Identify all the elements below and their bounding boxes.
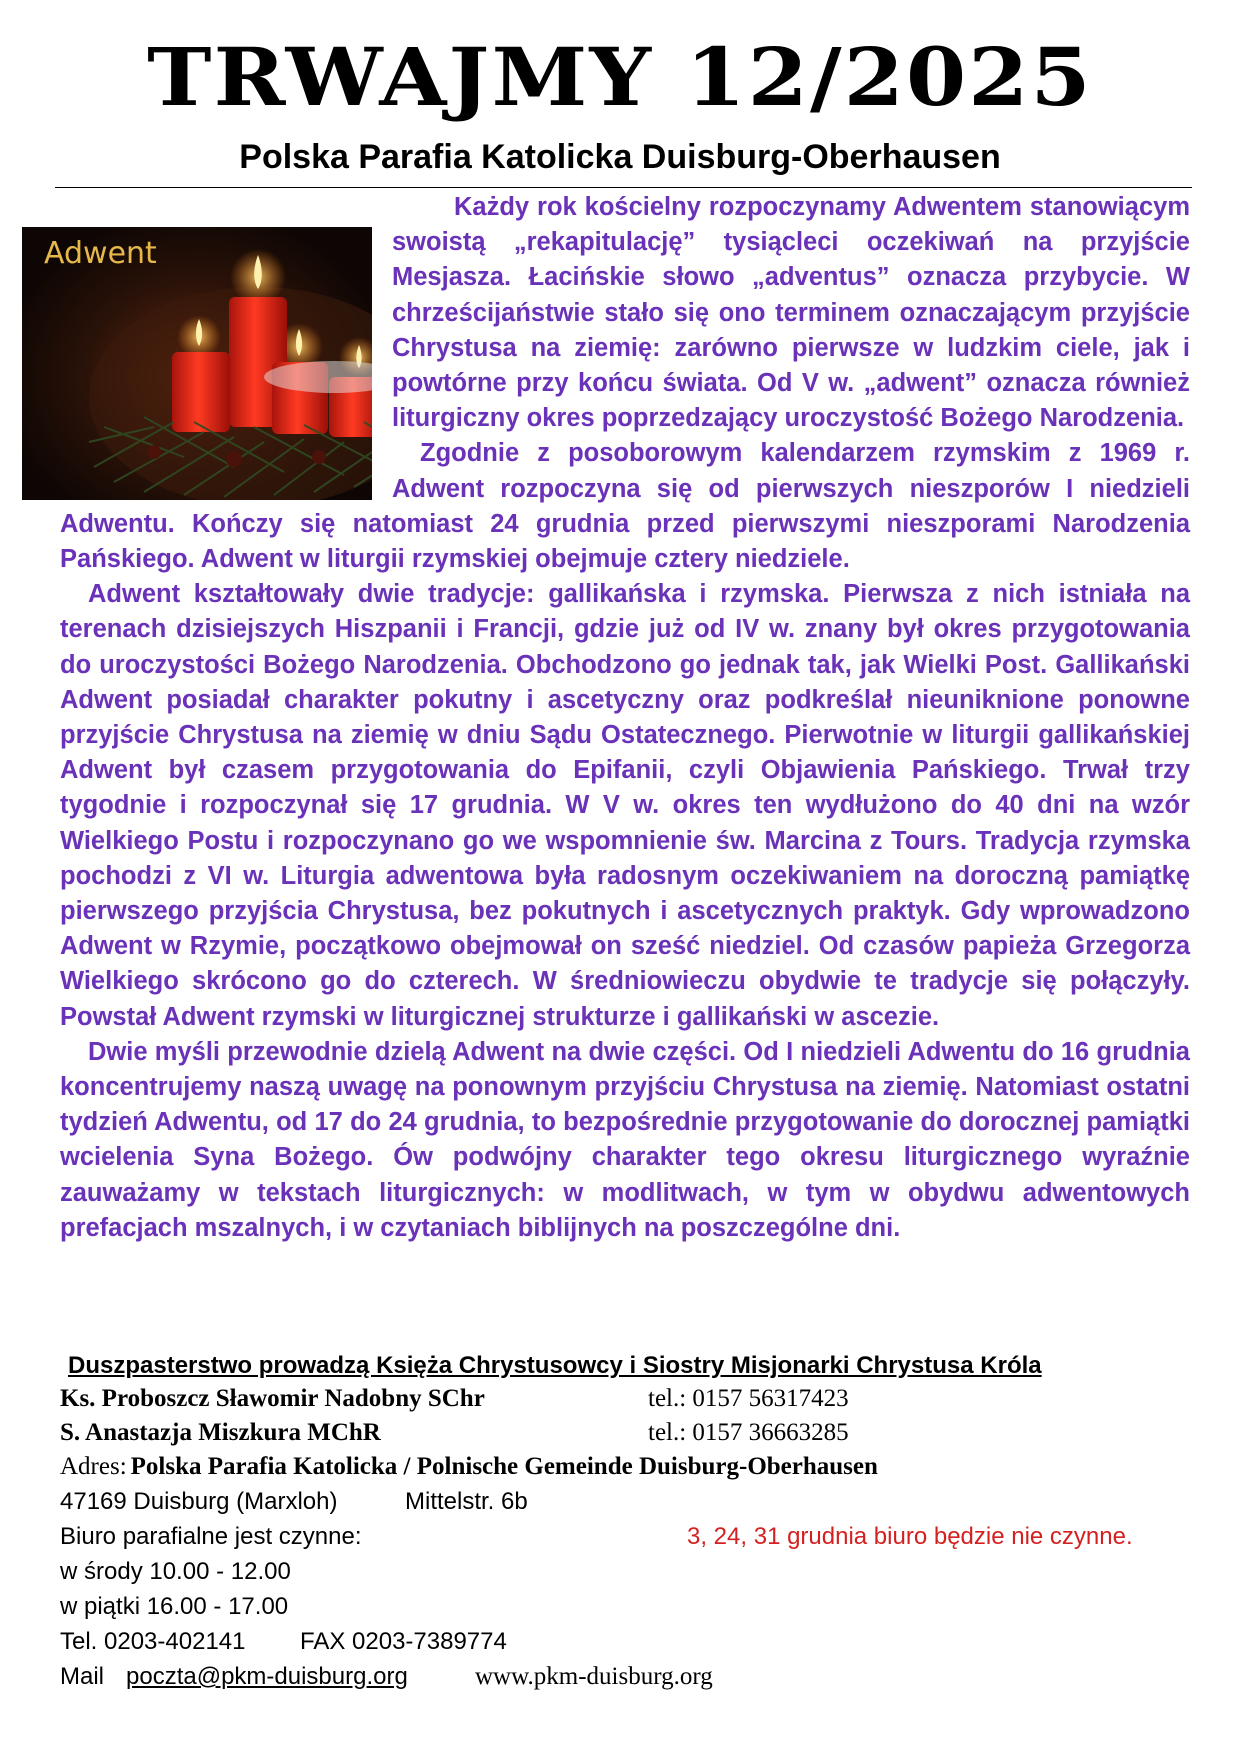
pastor-phone: tel.: 0157 56317423 — [648, 1385, 849, 1412]
sister-name: S. Anastazja Miszkura MChR — [60, 1419, 381, 1446]
parish-name: Polska Parafia Katolicka Duisburg-Oberhausen — [239, 138, 1001, 176]
advent-candles-image — [22, 227, 372, 500]
office-closure-notice: 3, 24, 31 grudnia biuro będzie nie czynne. — [687, 1523, 1133, 1550]
article-paragraph-4: Dwie myśli przewodnie dzielą Adwent na dwie części. Od I niedzieli Adwentu do 16 grudnia koncentrujemy naszą uwagę na ponownym przyjściu Chrystusa na ziemię. Natomiast ostatni tydzień Adwentu, od 17 do 24 grudnia, to bezpośrednie przygotowanie do dorocznej pamiątki wcielenia Syna Bożego. Ów podwójny charakter tego okresu liturgicznego wyraźnie zauważamy w tekstach liturgicznych: w modlitwach, w tym w obydwu adwentowych prefacjach mszalnych, i w czytaniach biblijnych na poszczególne dni. — [60, 1037, 1190, 1242]
header-divider — [55, 187, 1192, 188]
address-label: Adres: — [60, 1453, 127, 1480]
office-heading: Biuro parafialne jest czynne: — [60, 1523, 362, 1550]
address-value: Polska Parafia Katolicka / Polnische Gemeinde Duisburg-Oberhausen — [130, 1453, 878, 1480]
office-hours-friday: w piątki 16.00 - 17.00 — [60, 1593, 289, 1620]
advent-article — [44, 190, 1190, 1246]
fax: FAX 0203-7389774 — [300, 1628, 507, 1655]
city: 47169 Duisburg (Marxloh) — [60, 1488, 338, 1515]
ministry-heading: Duszpasterstwo prowadzą Księża Chrystusowcy i Siostry Misjonarki Chrystusa Króla — [68, 1352, 1042, 1379]
article-paragraph-3: Adwent kształtowały dwie tradycje: gallikańska i rzymska. Pierwsza z nich istniała na terenach dzisiejszych Hiszpanii i Francji, gdzie już od IV w. znany był okres przygotowania do uroczystości Bożego Narodzenia. Obchodzono go jednak tak, jak Wielki Post. Gallikański Adwent posiadał charakter pokutny i ascetyczny oraz podkreślał nieuniknione ponowne przyjście Chrystusa na ziemię w dniu Sądu Ostatecznego. Pierwotnie w liturgii gallikańskiej Adwent był czasem przygotowania do Epifanii, czyli Objawienia Pańskiego. Trwał trzy tygodnie i rozpoczynał się 17 grudnia. W V w. okres ten wydłużono do 40 dni na wzór Wielkiego Postu i rozpoczynano go we wspomnienie św. Marcina z Tours. Tradycja rzymska pochodzi z VI w. Liturgia adwentowa była radosnym oczekiwaniem na doroczną pamiątkę pierwszego przyjścia Chrystusa, bez pokutnych i ascetycznych praktyk. Gdy wprowadzono Adwent w Rzymie, początkowo obejmował on sześć niedziel. Od czasów papieża Grzegorza Wielkiego skrócono go do czterech. W średniowieczu obydwie te tradycje się połączyły. Powstał Adwent rzymski w liturgicznej strukturze i gallikański w ascezie. — [60, 580, 1190, 1031]
article-paragraph-2: Zgodnie z posoborowym kalendarzem rzymskim z 1969 r. Adwent rozpoczyna się od pierwszych nieszporów I niedzieli Adwentu. Kończy się natomiast 24 grudnia przed pierwszymi nieszporami Narodzenia Pańskiego. Adwent w liturgii rzymskiej obejmuje cztery niedziele. — [60, 439, 1190, 574]
telephone: Tel. 0203-402141 — [60, 1628, 246, 1655]
article-paragraph-1 — [44, 190, 1190, 436]
sister-phone: tel.: 0157 36663285 — [648, 1419, 849, 1446]
email-link[interactable]: poczta@pkm-duisburg.org — [126, 1663, 408, 1690]
street: Mittelstr. 6b — [405, 1488, 528, 1515]
image-caption: Adwent — [44, 236, 157, 271]
pastor-name: Ks. Proboszcz Sławomir Nadobny SChr — [60, 1385, 485, 1412]
paragraph-1-text: Każdy rok kościelny rozpoczynamy Adwentem stanowiącym swoistą „rekapitulację” tysiącleci oczekiwań na przyjście Mesjasza. Łacińskie słowo „adventus” oznacza przybycie. W chrześcijaństwie stało się ono terminem oznaczającym przyjście Chrystusa na ziemię: zarówno pierwsze w ludzkim ciele, jak i powtórne przy końcu świata. Od V w. „adwent” oznacza również liturgiczny okres poprzedzający uroczystość Bożego Narodzenia. — [392, 193, 1190, 433]
address-line — [60, 1453, 878, 1481]
mail-label: Mail — [60, 1663, 105, 1690]
website-link[interactable]: www.pkm-duisburg.org — [475, 1663, 713, 1690]
office-hours-wednesday: w środy 10.00 - 12.00 — [60, 1558, 291, 1585]
newsletter-masthead: TRWAJMY 12/2025 — [147, 30, 1093, 124]
